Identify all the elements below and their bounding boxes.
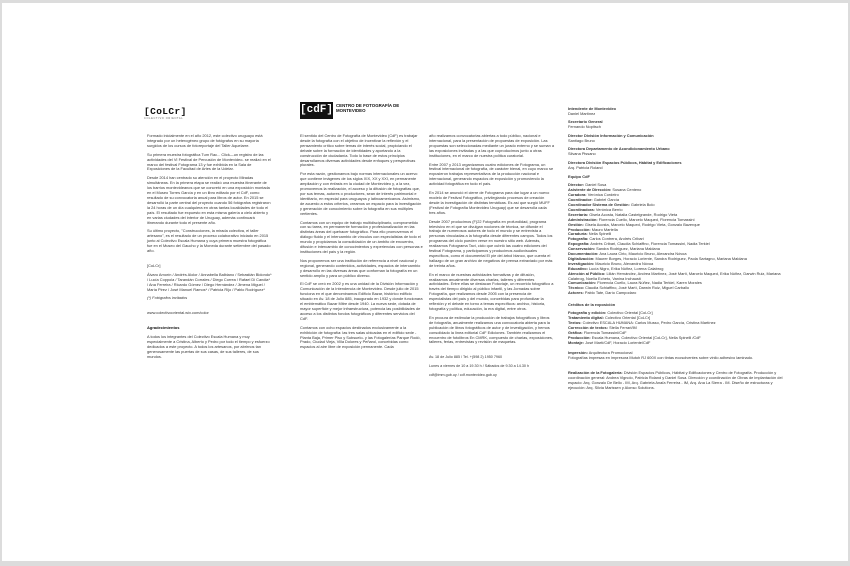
team-names: Susana Centeno — [612, 187, 642, 193]
credit-title: Intendente de Montevideo — [568, 106, 616, 111]
team-role: Conservación: — [568, 246, 596, 252]
members-list: Álvaro Amorín / Andrés Alolor / Annabella Balbiano / Sebastián Bidondo* / Lucía Coppola / Tarandán Corrales / Diego Correa / Rafael Di Candia* / Ana Ferreira / Ricardo Gómez / Diego Hernández / Jimena Miguel / María Pirez / José Manuel Ramos* / Patricia Rijo / Pablo Rodríguez* — [147, 271, 272, 292]
cdf-paragraph: El sentido del Centro de Fotografía de Montevideo (CdF) es trabajar desde la fotografía con el objetivo de incentivar la reflexión y el pensamiento crítico sobre temas de interés social, propiciando el debate sobre la formación de identidades y aportando a la construcción de ciudadanía. Todo lo base de estos principios desarrollamos diversas actividades desde enfoques y perspectivas plurales. — [300, 133, 418, 168]
exhibit-heading: Créditos de la exposición — [568, 302, 616, 308]
exhibit-role: Gráfica: — [568, 329, 583, 335]
credit-block — [568, 107, 788, 117]
team-names: Sandra Rodríguez, Mariana Maldana — [596, 246, 660, 252]
team-names: Verónica Berrio — [595, 206, 623, 212]
cdf-paragraph: En el marco de nuestras actividades formativas y de difusión, realizamos anualmente diversas charlas, talleres y diferentes actividades. Entre ellas se destacan Fotoviaje, un recorrido fotográfico a través del tiempo dirigido al público infantil, y las Jornadas sobre Fotografía, que realizamos desde 2005 con la presencia de especialistas del país y del mundo, concebidas para profundizar la reflexión y el debate en torno a temas específicos: archivo, historia, fotografía y política, educación, la era digital, entre otros. — [429, 271, 554, 311]
cdf-paragraph: año realizamos convocatorias abiertas a todo público, nacional e internacional, para la presentación de propuestas de exposición. Las propuestas son seleccionadas mediante un jurado externo y se suman a las exposiciones invitadas y a las que coproducimos junto a otras instituciones, en el marco de nuestra política curatorial. — [429, 133, 555, 158]
realization-heading: Realización de la Fotogalería: — [568, 370, 623, 376]
team-role: Documentación: — [568, 251, 599, 257]
team-names: Pablo Tate, Darío Campodaro — [584, 290, 637, 296]
team-names: Florencia Cuello, Marcelo Maqued, Florencia Tomassini — [598, 216, 695, 222]
cdf-right-column — [429, 134, 554, 382]
team-role: Educativo: — [568, 265, 588, 271]
team-names: Nella Spinelli — [588, 231, 612, 237]
team-names: Claudia Schiaffino, José Martí, Darwin Ruiz, Miguel Carballo — [585, 285, 690, 291]
team-names: Carlos Contrera, Andrés Cribari — [589, 236, 644, 242]
exhibit-names: Colectivo Oriental [CoLCr] — [604, 315, 651, 320]
print-text: Fotografías impresas en impresora Mutoh RJ 600X con tintas ecosolventes sobre vinilo adhesivo laminado. — [568, 355, 754, 361]
ack-heading: Agradecimientos — [147, 325, 180, 331]
team-names: Andrés Cribari, Claudia Schiaffino, Florencia Tomassini, Nadia Terkiel — [590, 241, 710, 247]
members-note: (*) Fotógrafos invitados — [147, 295, 188, 301]
credit-title: Directora Departamento de Acondicionamiento Urbano — [568, 146, 670, 152]
cdf-paragraph: Nos proponemos ser una institución de referencia a nivel nacional y regional, generando contenidos, actividades, espacios de intercambio y desarrollo en las diversas áreas que conforman la fotografía en un sentido amplio y para un público diverso. — [300, 257, 421, 278]
cdf-paragraph: En 2014 se anunció el cierre de Fotograma para dar lugar a un nuevo modelo de Festival Fotográfico, privilegiando procesos de creación desde la investigación de distintas temáticas. Es así que surgió MUFF (Festival de Fotografía Montevideo Uruguay) que se desarrolla cada tres años. — [429, 190, 550, 215]
page-left — [2, 3, 285, 561]
exhibit-row — [568, 341, 788, 346]
team-names: Gabriel García — [593, 197, 620, 203]
team-role: Administración: — [568, 216, 598, 222]
exhibit-names: Florencia Tomassini/CdF — [583, 329, 627, 335]
credit-block — [568, 134, 788, 144]
team-names: Lucía Nigro, Erika Núñez, Lorena Calabrog — [588, 265, 664, 271]
cdf-paragraph: En procura de estimular la producción de trabajos fotográficos y libros de fotografía, anualmente realizamos una convocatoria abierta para la publicación de libros fotográficos de autor y de investigación, y hemos consolidado la línea editorial CdF Ediciones. También realizamos el encuentro de fotolibros En CMRK, compuesto de charlas, exposiciones, talleres, ferias, entrevistas y revisión de maquetas. — [429, 314, 553, 345]
cdf-left-column — [300, 134, 423, 354]
team-role: Curadora: — [568, 192, 587, 198]
exhibit-role: Producción: — [568, 334, 591, 340]
team-names: Lilián Hernández, Andrea Martínez, José Martí, Marcelo Maqued, Erika Núñez, Darwin Ruiz, Mariana Calabrog, Noelia Echeto, Vanina Inchaustí — [568, 270, 781, 281]
team-role: Curaduría: — [568, 231, 588, 237]
credit-block — [568, 120, 788, 130]
team-role: Expografía: — [568, 241, 590, 247]
colector-paragraph: Desde 2014 han centrado su atención en el proyecto Miradas simultáneas. En la primera etapa se realizó una muestra itinerante de los barrios montevideanos que se concretó en una exposición montada en el Museo Torres García y en un libro editado por el CdF, como resultado de su convocatoria anual para libros de autor. En 2015 se desarrolló la parte central del proyecto cuando 56 fotógrafos registraron la 24 horas de un día cualquiera en otras tantas localidades de todo el país. El resultado fue expuesto en esta misma galería a cielo abierto y en varias ciudades del interior de Uruguay, además continuará itinerando durante todo el presente año. — [147, 175, 271, 225]
team-role: Técnico: — [568, 285, 584, 291]
exhibit-names: José Martí/CdF, Horacio Loriente/CdF — [585, 339, 651, 345]
cdf-paragraph: Entre 2007 y 2013 organizamos cuatro ediciones de Fotograma, un festival internacional de fotografía, de carácter bienal, en cuyo marco se expusieron trabajos representativos de la producción nacional e internacional, generando espacios de exposición y promoviendo la actividad fotográfica en todo el país. — [429, 161, 554, 187]
page-center — [285, 3, 568, 561]
colector-logo: [CoLCr] — [144, 106, 187, 117]
colector-paragraph: Su primera muestra fotográfica Tum Rac... Click—un registro de las actividades del VI Festival de Percusión de Montevideo- se realizó en el marco del festival Fotograma 13 y fue exhibida en la Sala de Exposiciones de la Facultad de Artes de la Udelar. — [147, 151, 271, 172]
credit-title: Directora División Espacios Públicos, Hábitat y Edificaciones — [568, 159, 682, 165]
team-names: Gabriela Bolo — [630, 201, 655, 207]
print-block — [568, 351, 788, 361]
print-heading: Impresión: — [568, 350, 588, 356]
credit-block — [568, 147, 788, 157]
cdf-paragraph: Desde 2007 producimos (F)22 Fotografía en profundidad, programa televisivo en el que se divulgan nociones de técnica, se difunde el trabajo de numerosos autores de todo el mundo y se entrevista a personas vinculadas a la fotografía desde diferentes campos. Todos los programas del ciclo pueden verse en nuestro sitio web. Además, realizamos Fotograma Tavi, ciclo que cubrió las cuatro ediciones del festival Fotograma, y participamos y producimos audiovisuales específicos, como el documental El pie del árbol blanco, que cuenta el hallazgo de un gran archivo de negativos de prensa extraviado por más de treinta años. — [429, 218, 553, 268]
page-right — [568, 3, 848, 561]
colector-paragraph: Su último proyecto, "Construcciones, la mirada colectiva, el taller artesano", es el resultado de un proceso colaborativo iniciado en 2015 junto al Colectivo Escala Humana y cuya primera muestra fotográfica fue en el Museo del Gaucho y la Moneda durante setiembre del pasado año. — [147, 228, 271, 254]
team-role: Actores: — [568, 290, 584, 296]
team-names: Florencia Cuello, Laura Núñez, Nadia Terkiel, Karen Morales — [597, 280, 702, 286]
exhibit-names: Escala Humana, Colectivo Oriental [CoLCr], Nella Spinelli /CdF — [591, 334, 701, 340]
team-role: Coordinador Sistema de Gestión: — [568, 201, 630, 207]
team-role: Atención al Público: — [568, 270, 606, 276]
credit-name: Daniel Martínez — [568, 110, 596, 116]
team-list — [568, 183, 788, 296]
cdf-contact[interactable]: cdf@imm.gub.uy / cdf.montevideo.gub.uy — [429, 373, 497, 378]
exhibit-role: Tratamiento digital: — [568, 315, 604, 320]
team-names: Mauro Martella — [591, 226, 618, 232]
cdf-logo-name: CENTRO DE FOTOGRAFÍA DE MONTEVIDEO — [336, 103, 400, 113]
team-heading: Equipo CdF — [568, 174, 590, 180]
credit-name: Silvana Pissano — [568, 151, 596, 157]
credit-name: Fernando Nopitsch — [568, 124, 601, 130]
exhibit-role: Textos: — [568, 319, 582, 325]
credits-column — [568, 107, 788, 391]
exhibit-role: Montaje: — [568, 339, 584, 345]
exhibit-role: Fotografía y edición: — [568, 310, 607, 316]
exhibit-role: Corrección de textos: — [568, 324, 608, 330]
team-role: Gestión: — [568, 221, 584, 227]
team-names: Gisela Acosta, Marcelo Maqued, Rodrigo Vieta, Gonzalo Bazerque — [584, 221, 700, 227]
colector-logo-subtitle: COLECTIVO ORIENTAL — [144, 117, 184, 120]
team-role: Asistente de Dirección: — [568, 187, 612, 193]
team-role: Director: — [568, 182, 585, 188]
team-names: Mauricio Bruno, Alexandra Nóvoa — [595, 260, 654, 266]
team-names: Maurer Borges, Horacio Loriente, Sandra Rodríguez, Paola Sartagno, Mariana Maldana — [595, 255, 747, 261]
cdf-hours: Lunes a viernes de 10 a 19.30 h / Sábados de 9.30 a 14.30 h — [429, 364, 530, 369]
team-names: Verónica Cordeiro — [587, 192, 619, 198]
realization-text: División Espacios Públicos, Hábitat y Edificaciones y Centro de Fotografía. Producción y coordinación general: Andrea Vignolo, Patricia Roland y Daniel Sosa. Dirección y coordinación de Obras de implantación del espacio: Arq. Gonzalo De Bello - IM, Arq. Gabriela Anaïa Ferreira - IM, Arq. Ana La Sierra - IM. Diseño de estructuras y ejecución: Arq. Silvia Marissen y Alonso Solutions. — [568, 370, 783, 390]
cdf-paragraph: Por esta razón, gestionamos bajo normas internacionales un acervo que contiene imágenes de los siglos XIX, XX y XXI, en permanente ampliación y con énfasis en la ciudad de Montevideo y, a la vez, promovemos la realización, el acceso y la difusión de fotografías que, por sus temas, autores o productores, sean de interés patrimonial e identitario, en especial para uruguayos y latinoamericanos. Asimismo, de acuerdo a estos criterios, creamos un espacio para la investigación y generación de conocimiento sobre la fotografía en sus múltiples vertientes. — [300, 171, 422, 216]
team-role: Coordinador: — [568, 197, 593, 203]
team-role: Secretaría: — [568, 211, 589, 217]
credit-name: Arq. Patricia Roland — [568, 164, 603, 170]
team-role: Comunicación: — [568, 280, 597, 286]
exhibit-list — [568, 311, 788, 345]
cdf-paragraph: Contamos con un equipo de trabajo multidisciplinario, comprometido con su tarea, en permanente formación y profesionalización en las distintas áreas del quehacer fotográfico. Para ello promovemos el diálogo fluido y el intercambio de vínculos con especialistas de todo el mundo y propiciamos la consolidación de un ámbito de encuentro, difusión e intercambio de conocimientos y experiencias con personas e instituciones del país y la región. — [300, 219, 423, 254]
ack-text: A todos los integrantes del Colectivo Escala Humana y muy especialmente a Cristina, Alberto y Pedro por todo el tiempo y esfuerzo dedicados a este proyecto. A todos los artesanos, por abrirnos tan generosamente las puertas de sus casas, de sus talleres, de sus mundos. — [147, 334, 270, 359]
cdf-address: Av. 18 de Julio 885 / Tel. +(598 2) 1950 7960 — [429, 355, 503, 360]
team-role: Producción: — [568, 226, 591, 232]
team-names: Gisela Acosta, Natalia Castelgrande, Rodrigo Vieta — [589, 211, 678, 217]
exhibit-names: Stella Ferrari/IM — [609, 324, 637, 330]
team-role: Digitalización: — [568, 255, 595, 261]
realization-block — [568, 371, 788, 391]
print-names: Arquitectura Promocional — [588, 350, 633, 356]
team-role: Fotografía: — [568, 236, 589, 242]
cdf-paragraph: El CdF se creó en 2002 y es una unidad de la División Información y Comunicación de la Intendencia de Montevideo. Desde julio de 2015 funciona en el que denominamos Edificio Bazar, histórico edificio situado en Av. 18 de Julio 885, inaugurado en 1932 y donde funcionara el emblemático Bazar Mitre desde 1940. La nueva sede, dotada de mayor superficie y mejor infraestructura, potencia las posibilidades de acceso a los distintos fondos fotográficos y diferentes servicios del CdF. — [300, 281, 423, 321]
colector-paragraph: Formado inicialmente en el año 2012, este colectivo uruguayo está integrado por un heterogéneo grupo de fotógrafos en su mayoría surgidos de los cursos de fotoreportaje del Taller Aquelarre. — [147, 133, 263, 148]
team-names: Ana Laura Cirio, Mauricio Bruno, Alexandra Nóvoa — [599, 251, 687, 257]
credit-title: Secretario General — [568, 119, 603, 125]
exhibit-names: Colectivo Oriental [CoLCr] — [607, 310, 653, 316]
exhibit-names: Colectivo ESCALA HUMANA: Carlos Musso, Pedro García, Cristina Martínez — [582, 319, 716, 325]
cdf-paragraph: Contamos con ocho espacios destinados exclusivamente a la exhibición de fotografía: las tres salas ubicadas en el edificio sede -Planta Baja, Primer Piso y Subsuelo- y las Fotogalerías Parque Rodó, Prado, Ciudad Vieja, Villa Dolores y Peñarol, concebidas como espacios al aire libre de exposición permanente. Cada — [300, 324, 421, 350]
team-role: Investigación: — [568, 260, 595, 266]
team-names: Daniel Sosa — [585, 182, 607, 188]
website-link[interactable]: www.colectivooriental.wix.com/color — [147, 310, 209, 316]
cdf-logo: [cdF] — [300, 102, 333, 119]
team-role: Coordinadora: — [568, 206, 595, 212]
credit-title: Director División Información y Comunicación — [568, 132, 654, 138]
credit-name: Santiago Bruno — [568, 137, 595, 143]
colector-text-column — [147, 134, 272, 364]
members-heading: [CoLCr] — [147, 262, 161, 268]
team-row — [568, 291, 788, 296]
credit-block — [568, 161, 788, 171]
